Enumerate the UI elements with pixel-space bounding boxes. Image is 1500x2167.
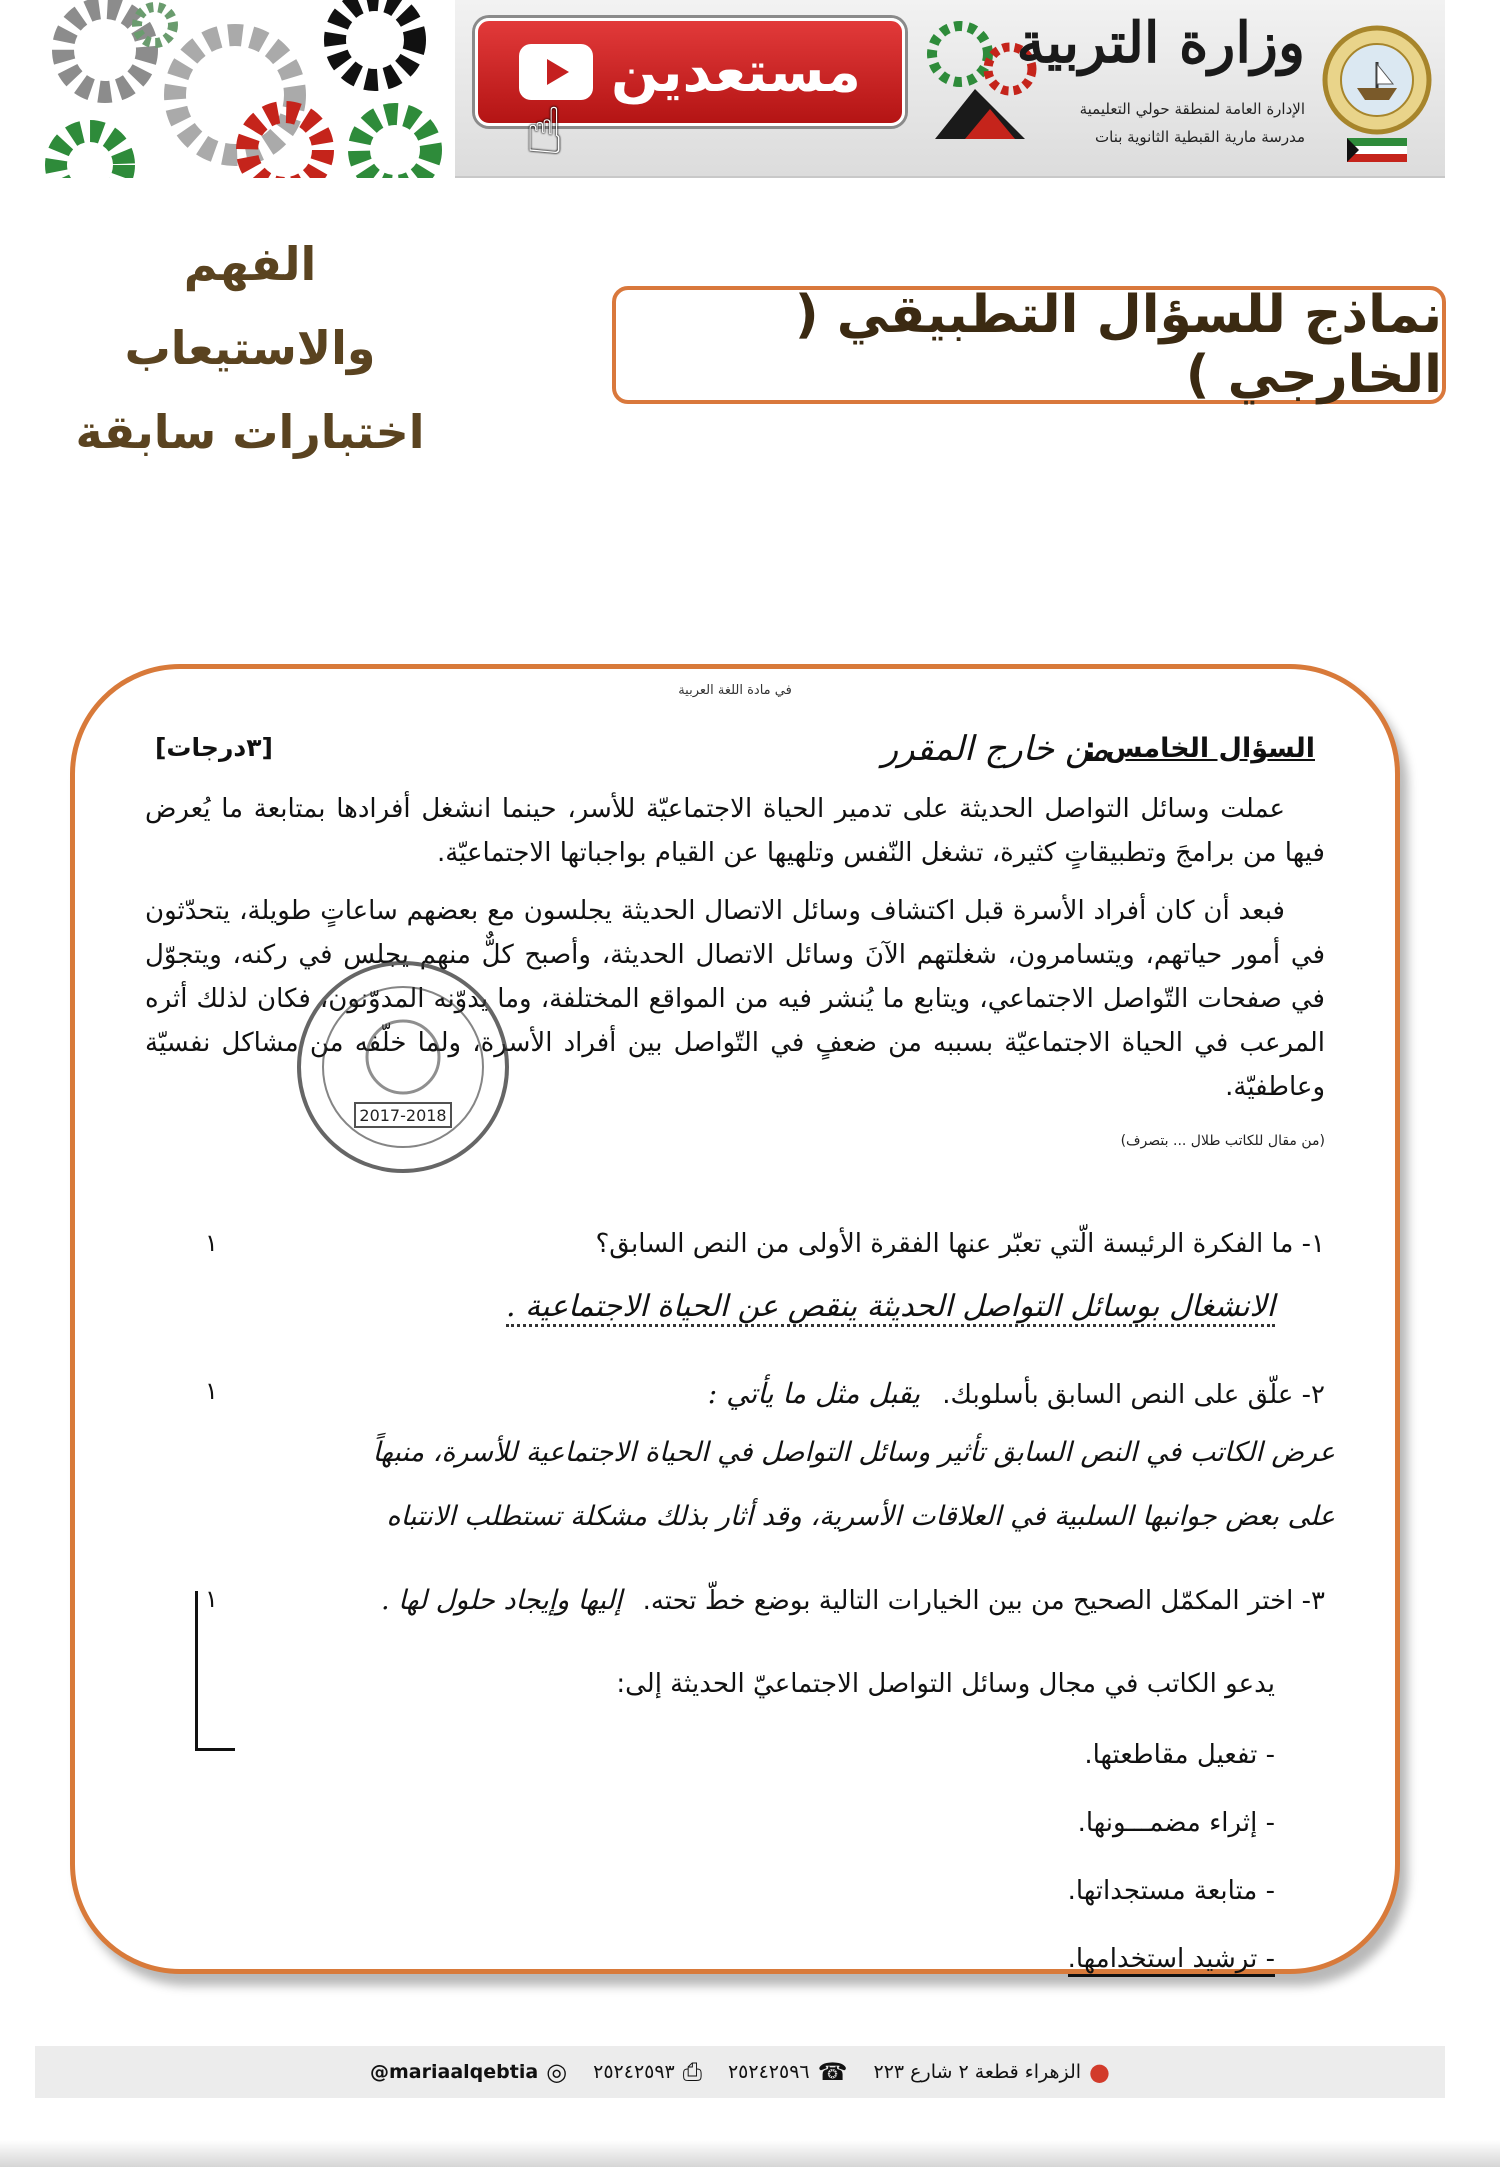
ministry-subtitle: الإدارة العامة لمنطقة حولي التعليمية <box>1079 100 1305 118</box>
ministry-title: وزارة التربية <box>1016 10 1305 76</box>
location-pin-icon: ● <box>1089 2058 1110 2086</box>
gears-decoration <box>35 0 455 178</box>
footer-phone <box>728 2058 848 2086</box>
answer-1-text: الانشغال بوسائل التواصل الحديثة ينقص عن الحياة الاجتماعية . <box>506 1289 1275 1327</box>
fax-number: ٢٥٢٤٢٥٩٣ <box>593 2061 675 2083</box>
footer-instagram[interactable] <box>370 2058 567 2086</box>
address-text: الزهراء قطعة ٢ شارع ٢٢٣ <box>873 2061 1082 2083</box>
passage-paragraph-1: عملت وسائل التواصل الحديثة على تدمير الحياة الاجتماعيّة للأسر، حينما انشغل أفرادها بمتابعة ما يُعرض فيها من برامجَ وتطبيقاتٍ كثيرة، تشغل النّفس وتلهيها عن القيام بواجباتها الاجتماعيّة. <box>145 794 1325 868</box>
bottom-shadow <box>0 2140 1500 2167</box>
gears-icon <box>35 0 455 178</box>
phone-number: ٢٥٢٤٢٥٩٦ <box>727 2061 810 2083</box>
header-banner <box>35 0 1445 178</box>
question-header <box>155 729 1315 779</box>
passage-paragraph-2: فبعد أن كان أفراد الأسرة قبل اكتشاف وسائل الاتصال الحديثة يجلسون مع بعضهم ساعاتٍ طويلة، يتحدّثون في أمور حياتهم، ويتسامرون، شغلتهم الآنَ وسائل الاتصال الحديثة، وأصبح كلٌّ منهم يجلس في ركنه، ويتجوّل في صفحات التّواصل الاجتماعي، ويتابع ما يُنشر فيه من المواقع المختلفة، وما يدوّنه المدوّنون، فكان لذلك أثره المرعب في الحياة الاجتماعيّة بسببه من ضعفٍ في التّواصل بين أفراد الأسرة، ولما خلّفه من مشاكل نفسيّة وعاطفيّة. <box>145 896 1325 1102</box>
answer-2-line-2: على بعض جوانبها السلبية في العلاقات الأسرية، وقد أثار بذلك مشكلة تستطلب الانتباه <box>386 1501 1335 1532</box>
question-points: [٣درجات] <box>155 733 273 762</box>
instagram-icon: ◎ <box>546 2058 568 2086</box>
answer-2-line-1: عرض الكاتب في النص السابق تأثير وسائل التواصل في الحياة الاجتماعية للأسرة، منبهاً <box>372 1437 1335 1468</box>
question-2-mark: ١ <box>205 1377 218 1405</box>
question-3-text: ٣- اختر المكمّل الصحيح من بين الخيارات التالية بوضع خطّ تحته. <box>642 1586 1325 1616</box>
footer-address <box>874 2058 1110 2086</box>
option-4 <box>1068 1925 1275 1993</box>
option-2[interactable]: - إثراء مضمـــونها. <box>1077 1808 1275 1838</box>
question-2-text: ٢- علّق على النص السابق بأسلوبك. <box>942 1380 1325 1410</box>
side-title-line-1: الفهم والاستيعاب <box>124 237 376 375</box>
question-3 <box>145 1585 1325 1616</box>
footer-contact-bar <box>35 2046 1445 2098</box>
question-3-options <box>1068 1721 1275 1993</box>
option-3[interactable]: - متابعة مستجداتها. <box>1067 1876 1275 1906</box>
instagram-handle: @mariaalqebtia <box>370 2061 539 2083</box>
question-label: السؤال الخامس : <box>1085 733 1315 764</box>
question-1 <box>145 1229 1325 1259</box>
side-title <box>60 222 440 474</box>
footer-fax <box>593 2058 702 2086</box>
school-stamp-icon <box>293 957 513 1177</box>
answer-1 <box>225 1289 1275 1324</box>
option-1[interactable]: - تفعيل مقاطعتها. <box>1084 1740 1275 1770</box>
passage-source: (من مقال للكاتب طلال ... بتصرف) <box>1120 1133 1325 1149</box>
question-1-text: ١- ما الفكرة الرئيسة الّتي تعبّر عنها الفقرة الأولى من النص السابق؟ <box>595 1229 1325 1259</box>
option-4-selected[interactable]: - ترشيد استخدامها. <box>1068 1944 1275 1977</box>
answer-2-line-3: إليها وإيجاد حلول لها . <box>381 1585 623 1616</box>
exam-card <box>70 664 1400 1974</box>
main-title-box <box>612 286 1446 404</box>
fax-icon: ⎙ <box>682 2058 702 2086</box>
subscribe-label: مستعدين <box>611 39 861 105</box>
main-title: نماذج للسؤال التطبيقي ( الخارجي ) <box>794 285 1442 405</box>
phone-icon: ☎ <box>817 2058 848 2086</box>
question-2-handwritten-note: يقبل مثل ما يأتي : <box>707 1377 921 1410</box>
question-2 <box>145 1377 1325 1410</box>
play-icon <box>519 44 593 100</box>
question-1-mark: ١ <box>205 1229 218 1257</box>
question-3-lead: يدعو الكاتب في مجال وسائل التواصل الاجتماعيّ الحديثة إلى: <box>616 1669 1275 1699</box>
kuwait-emblem-icon <box>1317 10 1437 168</box>
handwritten-heading: من خارج المقرر <box>881 729 1109 769</box>
exam-small-header: في مادة اللغة العربية <box>678 683 792 698</box>
school-name: مدرسة مارية القبطية الثانوية بنات <box>1095 128 1305 146</box>
hand-pointer-icon: ☝ <box>525 95 564 169</box>
stamp-year: 2017-2018 <box>359 1106 447 1125</box>
question-3-mark: ١ <box>205 1585 218 1613</box>
side-title-line-2: اختبارات سابقة <box>75 405 425 459</box>
